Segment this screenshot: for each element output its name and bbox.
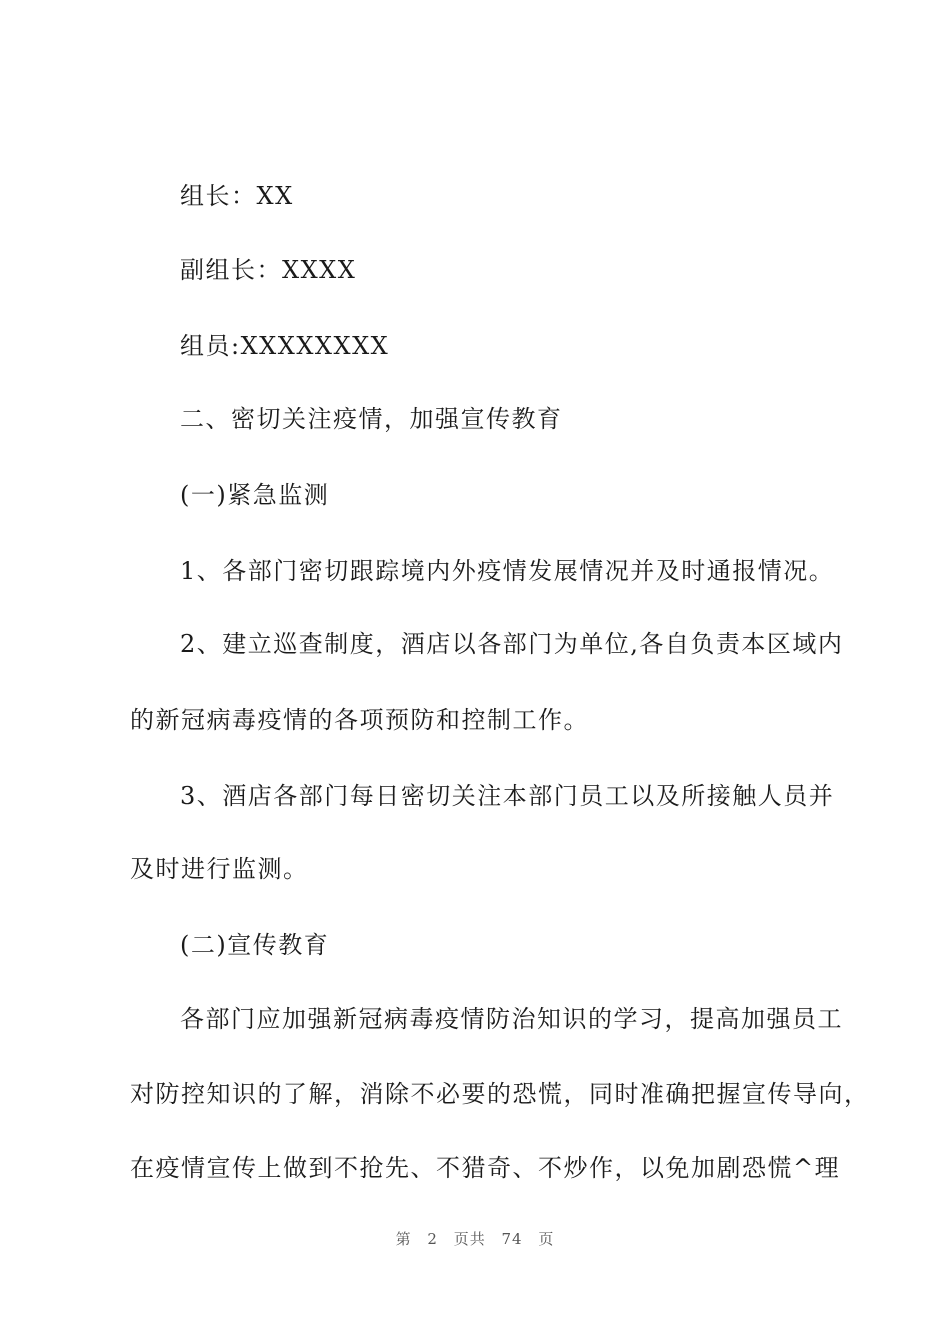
footer-suffix: 页: [538, 1230, 555, 1248]
paragraph-education-line-1: 各部门应加强新冠病毒疫情防治知识的学习，提高加强员工: [180, 1005, 843, 1033]
paragraph-education-line-3: 在疫情宣传上做到不抢先、不猎奇、不炒作，以免加剧恐慌^理: [130, 1154, 841, 1182]
paragraph-item-2-line-2: 的新冠病毒疫情的各项预防和控制工作。: [130, 706, 589, 734]
paragraph-item-3-line-1: 3、酒店各部门每日密切关注本部门员工以及所接触人员并: [180, 782, 835, 810]
footer-prefix: 第: [395, 1230, 412, 1248]
footer-middle: 页共: [453, 1230, 486, 1248]
paragraph-item-3-line-2: 及时进行监测。: [130, 855, 309, 883]
paragraph-item-1: 1、各部门密切跟踪境内外疫情发展情况并及时通报情况。: [180, 557, 835, 585]
leader-line: 组长：XX: [180, 182, 294, 210]
footer-current-page: 2: [427, 1230, 438, 1248]
subsection-heading-1: (一)紧急监测: [180, 481, 330, 509]
footer-total-pages: 74: [501, 1230, 523, 1248]
deputy-leader-line: 副组长：XXXX: [180, 256, 357, 284]
subsection-heading-2: (二)宣传教育: [180, 931, 330, 959]
page-footer: [0, 1228, 950, 1249]
paragraph-item-2-line-1: 2、建立巡查制度，酒店以各部门为单位,各自负责本区域内: [180, 630, 844, 658]
section-heading-2: 二、密切关注疫情，加强宣传教育: [180, 405, 563, 433]
paragraph-education-line-2: 对防控知识的了解，消除不必要的恐慌，同时准确把握宣传导向，: [130, 1080, 870, 1108]
members-line: 组员:XXXXXXXX: [180, 332, 390, 360]
